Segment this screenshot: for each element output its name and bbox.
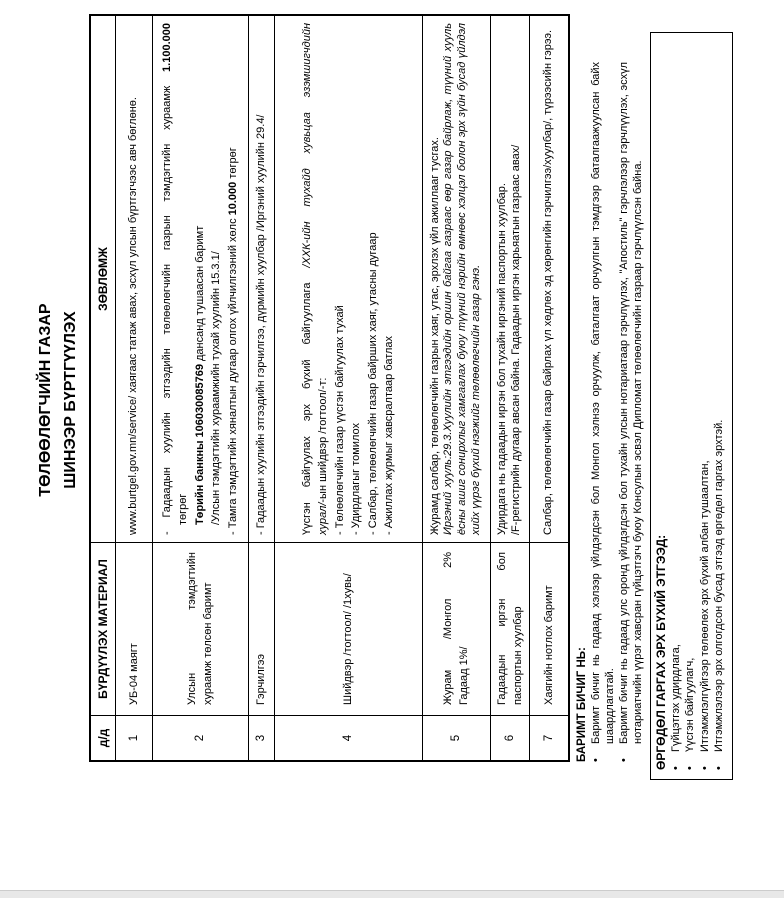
material-line: Гадаадын иргэн бол: [495, 552, 508, 705]
note-item: •Баримт бичиг нь гадаад улс оронд үйлдэгдсэн бол тухайн улсын нотариатаар гэрчлүүлэх, "Апостиль" гэрчлэлээр гэрчлүүлэх, эсхүл нотариатчийн үүрэг хавсран гүйцэтгэгч буюу Консулын эсвэл Дипломат төлөөлөгчийн газраар гэрчлүүлсэн байна.: [618, 62, 644, 762]
advice-list-item: - Удирдлагыг томилох: [350, 423, 362, 535]
page-title: [33, 38, 83, 762]
advice-text: www.burtgel.gov.mn/service/ хаягаас татаж авах, эсхүл улсын бүртгэгчээс авч бөглөнө.: [127, 97, 140, 535]
table-row: [248, 15, 274, 761]
advice-line: төгрөг: [177, 493, 190, 525]
page-title-line1: ТӨЛӨӨЛӨГЧИЙН ГАЗАР: [37, 303, 54, 497]
bullet-icon: •: [684, 766, 696, 770]
material-line: Гадаад 1%/: [458, 646, 470, 705]
material-cell: [248, 543, 274, 716]
advice-text: - Гадаадын хуулийн этгээдийн гэрчилгээ, дүрмийн хуулбар /Иргэний хуулийн 29.4/: [254, 114, 267, 535]
advice-cell: [248, 15, 274, 543]
document-notes-section: [575, 62, 645, 762]
advice-cell: [529, 15, 569, 543]
advice-line: Төрийн банкны 106030085769 дансанд тушаасан баримт: [193, 225, 206, 525]
bullet-icon: •: [669, 766, 682, 770]
table-row: [422, 15, 490, 761]
advice-line: - Тамга тэмдэгтийн хяналтын дугаар олгох үйлчилгээний хөлс 10.000 төгрөг: [226, 147, 239, 535]
advice-cell: [274, 15, 422, 543]
page-bottom-edge: [0, 890, 784, 898]
advice-line: /Улсын тэмдэгтийн хураамжийн тухай хуулийн 15.3.1/: [210, 251, 223, 525]
bullet-icon: •: [590, 758, 602, 762]
header-material: БҮРДҮҮЛЭХ МАТЕРИАЛ: [90, 543, 115, 716]
material-cell: [529, 543, 569, 716]
material-line: Гэрчилгээ: [255, 654, 267, 705]
law-quote: Иргэний хууль:29.3.Хуулийн этгээдийн оршин байгаа газраас өөр газар байрлаж, түүний хууль ёсны ашиг сонирхлыг хамгаалах буюу түүний нэрийн өмнөөс хэлцэл болон эрх зүйн бусад үйлдэл хийх үүрэг бүхий нэгжийг төлөөлөгчийн газар гэнэ.: [442, 23, 482, 535]
header-num: д/д: [90, 716, 115, 762]
material-cell: [115, 543, 152, 716]
row-number: 2: [152, 716, 248, 762]
material-line: Журам /Монгол 2%: [442, 552, 454, 705]
bank-account: Төрийн банкны 106030085769: [193, 364, 206, 525]
page-title-line2: ШИНЭЭР БҮРТГҮҮЛЭХ: [62, 311, 79, 489]
service-fee: 10.000: [226, 181, 239, 216]
material-line: Шийдвэр /тогтоол/ /1хувь/: [342, 573, 354, 705]
authorized-item: •Үүсгэн байгуулагч,: [684, 657, 696, 770]
advice-line: хурал/-ын шийдвэр /тогтоол/-т:: [317, 377, 329, 535]
advice-list-item: - Салбар, төлөөлөгчийн газар байрших хаяг, утасны дугаар: [366, 232, 379, 535]
bullet-icon: •: [713, 766, 725, 770]
material-line: Улсын тэмдэгтийн: [186, 552, 198, 705]
advice-line: Удирдага нь гадаадын иргэн бол тухайн иргэний паспортын хуулбар.: [495, 183, 508, 535]
requirements-table: [89, 14, 570, 762]
material-line: Хаягийн нотлох баримт: [542, 585, 555, 705]
advice-cell: [152, 15, 248, 543]
material-cell: [274, 543, 422, 716]
advice-list-item: - Ажиллах журмыг хавсралтаар батлах: [383, 335, 395, 535]
authorized-heading: ӨРГӨДӨЛ ГАРГАХ ЭРХ БҮХИЙ ЭТГЭЭД:: [654, 534, 668, 770]
row-number: 6: [490, 716, 529, 762]
table-header-row: [90, 15, 115, 761]
material-line: паспортын хуулбар: [511, 606, 524, 705]
advice-text: Журамд салбар, төлөөлөгчийн газрын хаяг, утас, эрхлэх үйл ажиллааг тусгах.: [428, 137, 441, 535]
row-number: 1: [115, 716, 152, 762]
row-number: 7: [529, 716, 569, 762]
header-advice: ЗӨВЛӨМЖ: [90, 15, 115, 543]
authorized-item: •Итгэмжлэлгүйгээр төлөөлөх эрх бүхий албан тушаалтан,: [698, 460, 711, 770]
authorized-item: •Гүйцэтгэх удирдлага,: [669, 644, 682, 770]
material-line: хураамж төлсөн баримт: [202, 582, 214, 705]
advice-list-item: - Төлөөлөгчийн газар үүсгэн байгуулах тухай: [333, 305, 346, 535]
material-cell: [490, 543, 529, 716]
fee-amount: 1.100.000: [160, 23, 173, 72]
material-line: УБ-04 маягт: [127, 643, 140, 705]
advice-line: - Гадаадын хуулийн этгээдийн төлөөлөгчийн газрын тэмдэгтийн хураамж 1.100.000: [160, 23, 173, 535]
row-number: 3: [248, 716, 274, 762]
advice-text: Салбар, төлөөлөгчийн газар байрлах үл хөдлөх эд хөрөнгийн гэрчилгээ/хуулбар/, түрээсийн гэрээ.: [541, 29, 554, 535]
table-row: [115, 15, 152, 761]
advice-line: /F-регистрийн дугаар авсан байна. Гадаадын иргэн харьяатын газраас авах/: [509, 144, 522, 535]
bullet-icon: •: [618, 758, 630, 762]
note-item: •Баримт бичиг нь гадаад хэлээр үйлдэгдсэн бол Монгол хэлнээ орчуулж, баталгаат орчуулгын тэмдгээр баталгаажуулсан байх шаардлагатай.: [590, 62, 616, 762]
table-row: [490, 15, 529, 761]
material-cell: [422, 543, 490, 716]
table-row: [152, 15, 248, 761]
row-number: 4: [274, 716, 422, 762]
advice-cell: [490, 15, 529, 543]
material-cell: [152, 543, 248, 716]
table-row: [529, 15, 569, 761]
row-number: 5: [422, 716, 490, 762]
bullet-icon: •: [698, 766, 711, 770]
authorized-item: •Итгэмжлэлээр эрх олгогдсон бусад этгээд өргөдөл гаргах эрхтэй.: [713, 419, 725, 770]
authorized-persons-box: [650, 32, 733, 780]
advice-cell: [115, 15, 152, 543]
advice-cell: [422, 15, 490, 543]
table-row: [274, 15, 422, 761]
notes-heading: БАРИМТ БИЧИГ НЬ:: [576, 647, 588, 762]
advice-line: Үүсгэн байгуулах эрх бүхий байгууллага /ХХК-ийн тухайд хувьцаа эзэмшигчдийн: [300, 23, 313, 535]
